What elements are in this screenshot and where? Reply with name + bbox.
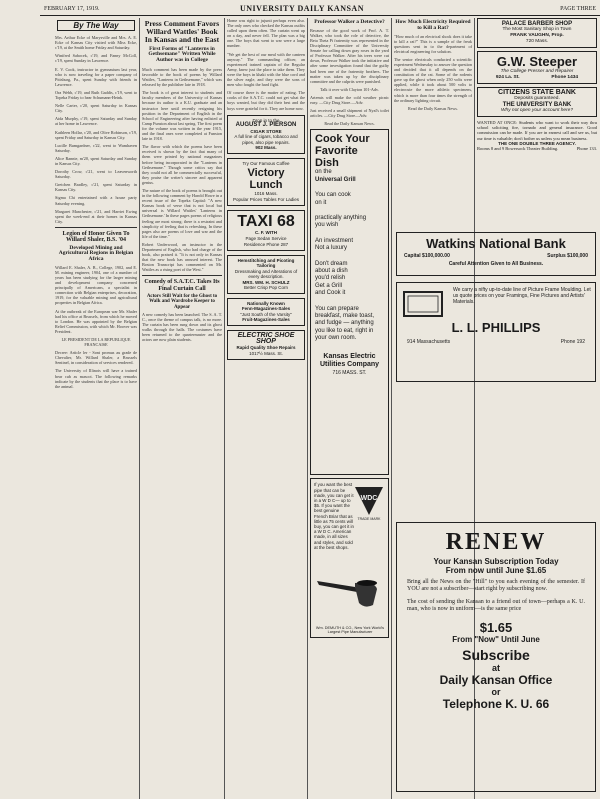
ad-line: Tailoring	[256, 263, 276, 269]
column-rule	[224, 18, 225, 799]
renew-subscription-ad	[396, 522, 596, 792]
ad-name: Watkins National Bank	[426, 236, 566, 251]
ad-line: You can prepare breakfast, make toast, and fudge — anything you like to eat, right in your own room.	[315, 305, 375, 342]
ad-name: AUGUST J. PIERSON	[235, 122, 297, 129]
ad-line: Not a luxury	[315, 245, 348, 252]
congo-subheadline: Developed Mining and Agricultural Regions in Belgian Africa	[58, 244, 134, 263]
citizens-bank-ad	[477, 87, 597, 117]
agency-ad	[477, 141, 597, 152]
ad-line: Subscribe	[462, 646, 530, 663]
ad-line: Your Kansan Subscription Today	[433, 557, 559, 566]
column-rule	[307, 18, 308, 799]
ad-headline: Favorite Dish	[315, 145, 358, 170]
article-text: Of course there is the matter of eating. The cooks of the S.A.T.C. could not get what the boys wanted, but they did their best and the boys were grateful for it. They are home now.	[227, 90, 305, 111]
notice-text: Read the Daily Kansan News.	[324, 121, 375, 127]
social-item: E. V. Cook, instructor in gymnasium last year, who is now traveling for a paper company of Pittsburg, Pa., spent Sunday with friends in Lawrence.	[55, 66, 137, 87]
ad-address: 1016 Mass.	[254, 190, 278, 196]
notice-text: Just received a small shipment of Nyal's toilet articles. —City Drug Store—Adv.	[310, 108, 389, 119]
utilities-block	[315, 353, 384, 377]
phillips-ad	[396, 282, 596, 382]
legion-headline: Legion of Honor Given To Willard Shaler, B.S. '04	[62, 230, 130, 244]
ad-price: $1.65	[479, 619, 513, 635]
ad-name: Kansas Electric	[323, 352, 376, 360]
social-item: Mrs. Arthur Ecke of Marysville and Mrs. A. E. Ecke of Kansas City visited with Miss Ecke, c'19, at the Smith home Friday and Saturday.	[55, 35, 137, 51]
wanted-text: WANTED AT ONCE: Students who want to work their way thru school soliciting fire, tornado and general insurance. Good commission can be made. If you are in earnest call and see us, but our time is valuable; don't bother us unless you mean business.	[477, 120, 597, 141]
ad-line: Nationally Known	[247, 300, 285, 306]
column-3	[227, 18, 305, 798]
ad-line: Careful Attention Given to All Business.	[448, 261, 544, 267]
ad-address: Rooms 8 and 9 Bowersock Theater Building.	[477, 146, 559, 152]
notice-text: Read the Daily Kansas News.	[408, 105, 458, 111]
social-item: Alice Rannie, m'20, spent Saturday and Sunday in Kansas City.	[55, 155, 137, 166]
picture-frame-icon	[403, 291, 443, 317]
walker-headline: Professor Walker a Detective?	[314, 19, 385, 25]
ad-line: THE UNIVERSITY BANK	[502, 102, 572, 108]
ad-address: 716 MASS. ST.	[332, 369, 367, 376]
ad-line: Drop in to the	[252, 117, 280, 123]
ad-line: "Just South of the Varsity"	[240, 311, 292, 317]
divider	[142, 275, 222, 276]
ad-address: 924 La. St.	[495, 75, 520, 80]
comedy-subheadline: Actors Still Wait for the Ghost to Walk and Wardrobe Keeper to Appear	[146, 294, 218, 310]
social-item: Margaret Manchester, c'21, and Harriet Ewing spent the week-end at their homes in Kansas City.	[55, 208, 137, 224]
ad-line: on the	[315, 169, 332, 176]
article-text: The senior electricals conducted a scientific experiment Wednesday to answer the question and decided that it all depends on the constitution of the rat. Some of the rodents gave up the ghost when only 250 volts were applied, while it took about 500 volts to electrocute the more athletic specimens, which is more than four times the strength of the ordinary lighting circuit.	[394, 56, 472, 103]
social-item: Aida Murphy, c'19, spent Saturday and Sunday at her home in Lawrence.	[55, 116, 137, 127]
wdc-triangle-logo	[354, 485, 384, 521]
column-5	[394, 18, 472, 233]
ad-line: Try Our Famous Coffee	[242, 160, 290, 166]
ad-line: Fruit-Magazines-Sales	[242, 317, 290, 323]
ad-line: Popular Prices Tables For Ladies	[233, 196, 299, 202]
article-text: The book is of great interest to students and faculty members of the University of Kansas because its author is a K.U. graduate and an instructor here until recently resigning his position in the Department of English in the School of Engineering after having enlisted at Camp Funston about last spring. The first poem for the volume was written in the year 1915, and the final ones were completed at Funston late in 1918.	[142, 90, 222, 142]
newspaper-title: UNIVERSITY DAILY KANSAN	[240, 4, 364, 13]
schulz-ad	[227, 255, 305, 294]
issue-date: FEBRUARY 17, 1919.	[44, 6, 100, 12]
ad-line: you wish	[315, 222, 339, 229]
page-header	[40, 2, 600, 16]
ad-text: If you want the best pipe that can be made, you can get it in a W D C— up to $5. If you want the best genuine French Briar that as little as 75 cents will buy, you can get it in a W D C. American made, in all sizes and styles, and sold at the best shops.	[314, 482, 354, 550]
wdc-pipe-ad	[310, 478, 389, 638]
ad-capital: Capital $100,000.00	[404, 253, 450, 259]
ad-line: You can cook	[315, 192, 351, 199]
letter-heading: LE PRESIDENT DE LA REPUBLIQUE FRANCAISE	[61, 337, 131, 348]
column-1	[55, 18, 137, 798]
social-item: Sigma Chi entertained with a house party Saturday evening.	[55, 195, 137, 206]
ad-line: Better Crisp Pop Corn	[243, 285, 289, 291]
ad-line: The College Presser and Repairer	[500, 69, 574, 74]
ad-phone: Phone 1434	[551, 75, 579, 80]
ad-maker: Wm. DEMUTH & CO., New York World's Largest Pipe Manufacturer	[315, 625, 385, 634]
wattles-headline: Press Comment Favors Willard Wattles' Book In Kansas and the East	[144, 19, 220, 44]
ad-line: on it	[315, 199, 327, 206]
logo-text: WDC	[360, 495, 378, 503]
ad-line: Deposits guaranteed.	[514, 96, 560, 101]
ad-address: 914 Massachusetts	[407, 338, 451, 345]
ad-phone: Phone 133.	[576, 146, 597, 152]
ad-name: PALACE BARBER SHOP	[501, 21, 573, 27]
ad-line: Rapid Quality Shoe Repairs	[236, 344, 296, 350]
ad-headline: Cook Your	[315, 133, 370, 146]
ad-text: Bring all the News on the "Hill" to you each evening of the semester. If YOU are not a subscriber—start right by subscribing now.	[407, 579, 585, 593]
social-item: Nelle Carter, c'20, spent Saturday in Kansas City.	[55, 103, 137, 114]
ad-line: FRANK VAUGHN, Prop.	[510, 33, 564, 38]
ad-line: about a dish	[315, 268, 348, 275]
ad-name: Utilities Company	[319, 360, 380, 368]
letter-text: Decree: Article ler - Sont promus au grade de Chevalier, Mr. Willard Shaler, a Brussels Sentinel, in consideration of services rendered.	[55, 350, 137, 366]
column-rule	[139, 18, 140, 799]
social-item: Winifred Sabocek, c'19, and Fanny McColl, c'19, spent Sunday in Lawrence.	[55, 53, 137, 64]
ad-address: 720 Mass.	[525, 39, 549, 44]
article-text: The nature of the book of poems is brought out in the following comment by Harold Howe in a recent issue of the Topeka Capital: "A new Kansas book of verse that is not local but universal is Willard Wattles' 'Lanterns in Gethsemane.' In these pages poems of religious feeling are most strong; there is a restraint and simplicity of feeling that is refreshing. In these pages also are poems of love and war and the life of the time."	[142, 187, 222, 239]
ad-line: and Cook it	[315, 290, 346, 297]
article-text: Robert Underwood, an instructor in the Department of English, who had charge of the book, also praised it. "It is not only in Kansas that the new book has aroused interest. The Boston Transcript has commented on Mr. Wattles as a rising poet of the West."	[142, 241, 222, 273]
ad-text: We carry a nifty up-to-date line of Picture Frame Moulding. Let us quote prices on your Framings, Fine Pictures and Artists' Materials.	[453, 287, 591, 306]
article-text: Home was right to jujunti perhaps even also. The only ones who checked the Kansas outfits called upon them often. The curtain went up on a day, and never fell. The plan was a big one. The boys that went to war were a large number.	[227, 18, 305, 49]
ad-name: CITIZENS STATE BANK	[498, 89, 576, 96]
ad-line: Get a Grill	[315, 282, 343, 289]
steeper-contact	[480, 75, 594, 81]
column-6	[477, 18, 597, 218]
ad-line: Universal Grill	[315, 176, 356, 183]
article-text: "How much of an electrical shock does it take to kill a rat?" This is a sample of the freak questions sent in to the department of electrical engineering for solution.	[394, 33, 472, 54]
ad-surplus: Surplus $100,000	[547, 253, 588, 259]
article-text: Because of the good work of Prof. A. T. Walker, who took the role of detective, the Beta Theta Pi fraternity was represented in the Disciplinary Committee of the University Senate for calling down gray roses in the yard of Professor Walker. After his trees were cut down, Professor Walker took the initiative and after some investigation found that the guilty had been one of the fraternity brothers. The matter was taken up by the disciplinary committee and the culprits were punished.	[310, 27, 389, 84]
illinois-text: The University of Illinois will have a trained bear cub as mascot. The following remarks indicate by the students that the place is to have the animal.	[55, 368, 137, 389]
ad-name: MRS. WM. H. SCHULZ	[242, 279, 290, 285]
steeper-ad	[477, 51, 597, 84]
ad-name: Victory Lunch	[247, 166, 285, 191]
magazine-ad	[227, 298, 305, 326]
ad-line: or	[491, 686, 501, 697]
ad-address: 1017½ Mass. St.	[249, 350, 283, 356]
watkins-figures	[400, 251, 592, 261]
ad-line: From now until June $1.65	[445, 566, 547, 575]
ad-name: TAXI 68	[237, 212, 295, 230]
ad-line: Fenn-Magazines-Sales	[241, 306, 291, 312]
page-number: PAGE THREE	[560, 6, 596, 12]
ad-line: Telephone K. U. 66	[442, 696, 550, 711]
ad-line: The Most Sanitary Shop in Town	[502, 27, 572, 32]
ad-name: G.W. Steeper	[496, 54, 578, 69]
social-item: Kathleen Hollar, c'20, and Olive Robinson, c'19, spent Friday and Saturday in Kansas City.	[55, 129, 137, 140]
shoe-shop-ad	[227, 330, 305, 360]
social-item: Dorothy Crow, c'21, went to Leavenworth Saturday.	[55, 169, 137, 180]
ad-line: Residence Phone 287	[243, 241, 289, 247]
watkins-bank-ad	[396, 232, 596, 276]
ad-line: Why not open your account here?	[501, 108, 573, 113]
pierson-ad	[227, 115, 305, 154]
column-2	[142, 18, 222, 798]
article-text: "We get the best of our meal with the canteen anyway." The commanding officer, an experienced trained captain of the Regular Army, knew just the place to take them. They were the boys in khaki with the blue cord and the silver eagle, and they were the sons of men who fought the hard fight.	[227, 51, 305, 88]
renew-headline: RENEW	[445, 529, 547, 555]
taxi-ad	[227, 210, 305, 251]
ad-line: Dressmaking and Alterations of every description.	[234, 268, 298, 280]
social-item: Lucille Bumgardner, c'22, went to Wamhaven Saturday.	[55, 142, 137, 153]
comedy-text: A new comedy has been launched. The S. A. T. C., once the theme of campus talk, is no more. The curtain has been rung down and its ghost walks through the halls. The costumes have been returned to the quartermaster and the actors are now plain students.	[142, 311, 222, 343]
social-item: Gretchen Bradley, c'21, spent Saturday in Kansas City.	[55, 182, 137, 193]
trademark-text: TRADE MARK	[357, 517, 381, 522]
notice-text: Talk it over with Clayton 101-Adv.	[320, 86, 379, 92]
legion-text: Willard E. Shaler, A. B., College, 1902, and E. M. mining engineer, 1904, one of a number of years has been studying for the larger mining and development company concerned principally of Americans, a specialist in connection with Belgian enterprises, decoration, 1919, for the valuable mining and agricultural properties in Belgian Africa.	[55, 264, 137, 306]
phillips-contact	[401, 339, 591, 345]
ad-name: THE ONE DOUBLE THREE AGENCY.	[498, 140, 576, 146]
ad-line: at	[491, 662, 500, 673]
rat-headline: How Much Electricity Required to Kill a Rat?	[395, 19, 471, 31]
ad-line: practically anything	[315, 214, 367, 221]
ad-line: you'd relish	[315, 275, 346, 282]
ad-line: Daily Kansan Office	[439, 672, 553, 687]
ad-text: The cost of sending the Kansan to a friend out of town—perhaps a K. U. man, who is now in uniform—is the same price	[407, 598, 585, 613]
wattles-subheadline: First Forms of "Lanterns in Gethsemane" Written While Author was in College	[148, 45, 216, 64]
victory-lunch-ad	[227, 158, 305, 206]
pipe-icon	[315, 571, 385, 609]
ad-line: From "Now" Until June	[452, 634, 540, 644]
ad-line: C. F. WITH	[255, 229, 277, 235]
palace-barber-ad	[477, 18, 597, 48]
ad-line: Don't dream	[315, 260, 348, 267]
ad-name: L. L. PHILLIPS	[451, 319, 541, 335]
universal-grill-ad	[310, 129, 389, 475]
ad-line: Page Sedan Service	[245, 235, 287, 241]
ad-line: An investment	[315, 237, 354, 244]
ad-line: Hemstitching and Picoting	[237, 257, 295, 263]
ad-line: A full line of cigars, tobacco and pipes, also pipe repairs.	[234, 134, 298, 145]
ad-line: CIGAR STORE	[250, 128, 282, 134]
by-the-way-heading: By The Way	[57, 20, 135, 31]
divider	[55, 227, 137, 228]
legion-text-2: At the outbreak of the European war Mr. Shaler had his office at Brussels, from which he moved to London. He was appointed by the Belgian Relief Commission, with which Mr. Hoover was President.	[55, 308, 137, 334]
ad-phone: Phone 192	[560, 338, 585, 345]
column-4	[310, 18, 389, 798]
notice-text: Artemis will make the cold weather picnic easy. —City Drug Store.—Adv.	[310, 94, 389, 105]
ad-address: 902 Mass.	[255, 145, 277, 151]
article-text: Much comment has been made by the press favorable to the book of poems by Willard Wattles, "Lanterns in Gethsemane," which was released by the publisher late in 1918.	[142, 66, 222, 88]
social-item: Ora Webb, c'19, and Ruth Gaddis, c'19, went to Topeka Friday to hear Schumann-Heink.	[55, 89, 137, 101]
agency-contact	[477, 146, 597, 152]
comedy-headline: Comedy of S.A.T.C. Takes Its Final Curtain Call	[144, 279, 220, 292]
ad-name: ELECTRIC SHOE SHOP	[237, 331, 295, 345]
column-rule	[391, 18, 392, 799]
article-text: The flavor with which the poems have been received is shown by the fact that many of them were printed by national magazines before being incorporated in the "Lanterns in Gethsemane." Though some critics say that they could not all be commercially successful, they praise the writer's sincere and apparent genius.	[142, 144, 222, 185]
